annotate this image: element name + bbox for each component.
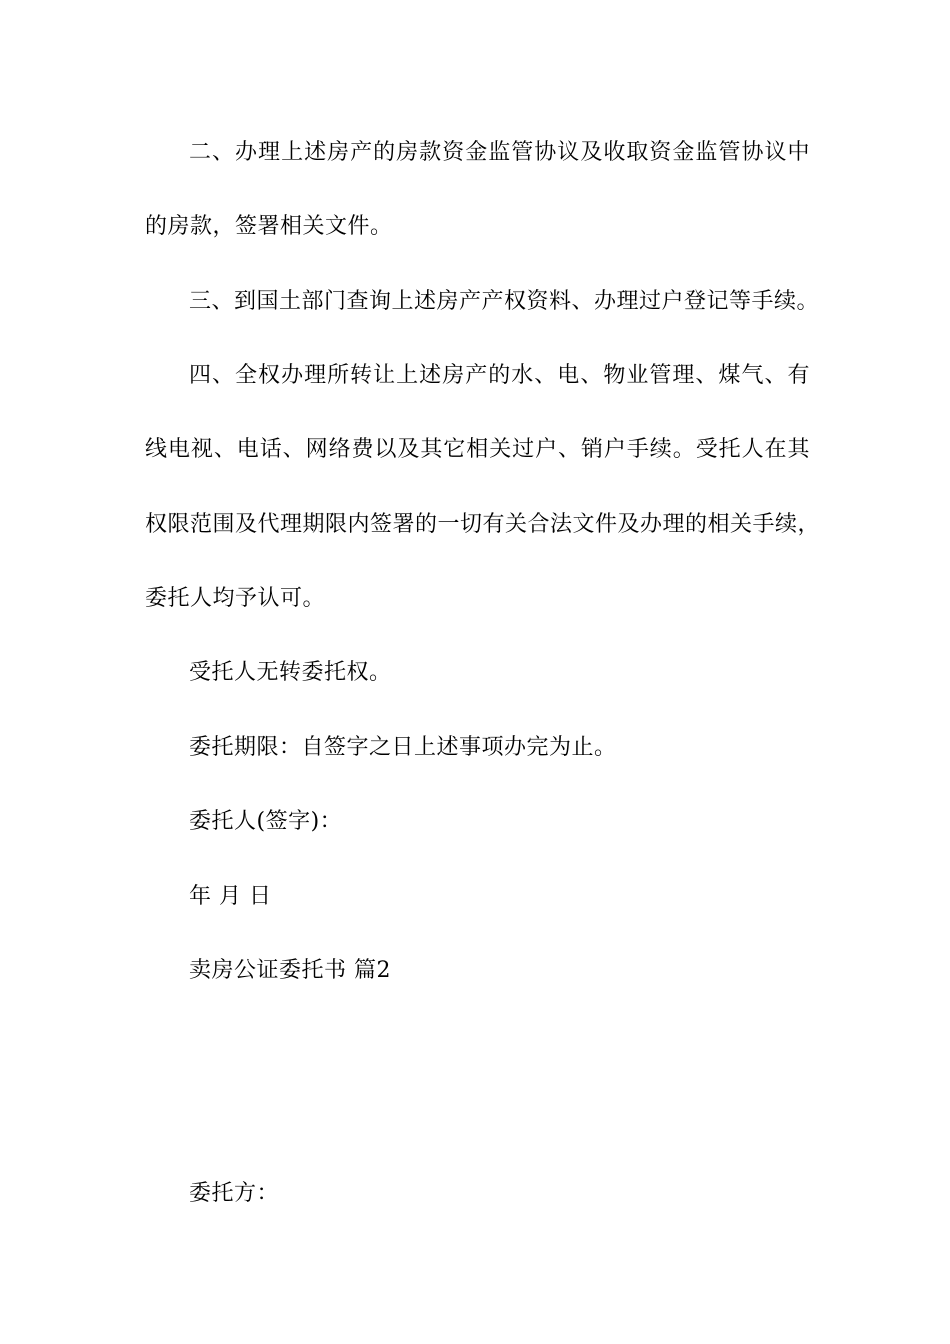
principal-signature-line: 委托人(签字)：	[189, 809, 343, 834]
paragraph-line-item2-part1: 二、办理上述房产的房款资金监管协议及收取资金监管协议中	[189, 140, 810, 165]
no-sub-delegation-line: 受托人无转委托权。	[189, 660, 392, 685]
paragraph-line-item4-part2: 线电视、电话、网络费以及其它相关过户、销户手续。受托人在其	[145, 437, 810, 462]
date-line: 年 月 日	[189, 884, 272, 909]
paragraph-line-item4-part1: 四、全权办理所转让上述房产的水、电、物业管理、煤气、有	[189, 363, 810, 388]
paragraph-line-item4-part4: 委托人均予认可。	[145, 586, 326, 611]
paragraph-line-item3: 三、到国土部门查询上述房产产权资料、办理过户登记等手续。	[189, 289, 820, 314]
section-heading: 卖房公证委托书 篇2	[189, 958, 391, 983]
principal-party-line: 委托方：	[189, 1181, 280, 1206]
paragraph-line-item4-part3: 权限范围及代理期限内签署的一切有关合法文件及办理的相关手续，	[145, 512, 821, 537]
delegation-period-line: 委托期限：自签字之日上述事项办完为止。	[189, 735, 617, 760]
paragraph-line-item2-part2: 的房款，签署相关文件。	[145, 214, 393, 239]
